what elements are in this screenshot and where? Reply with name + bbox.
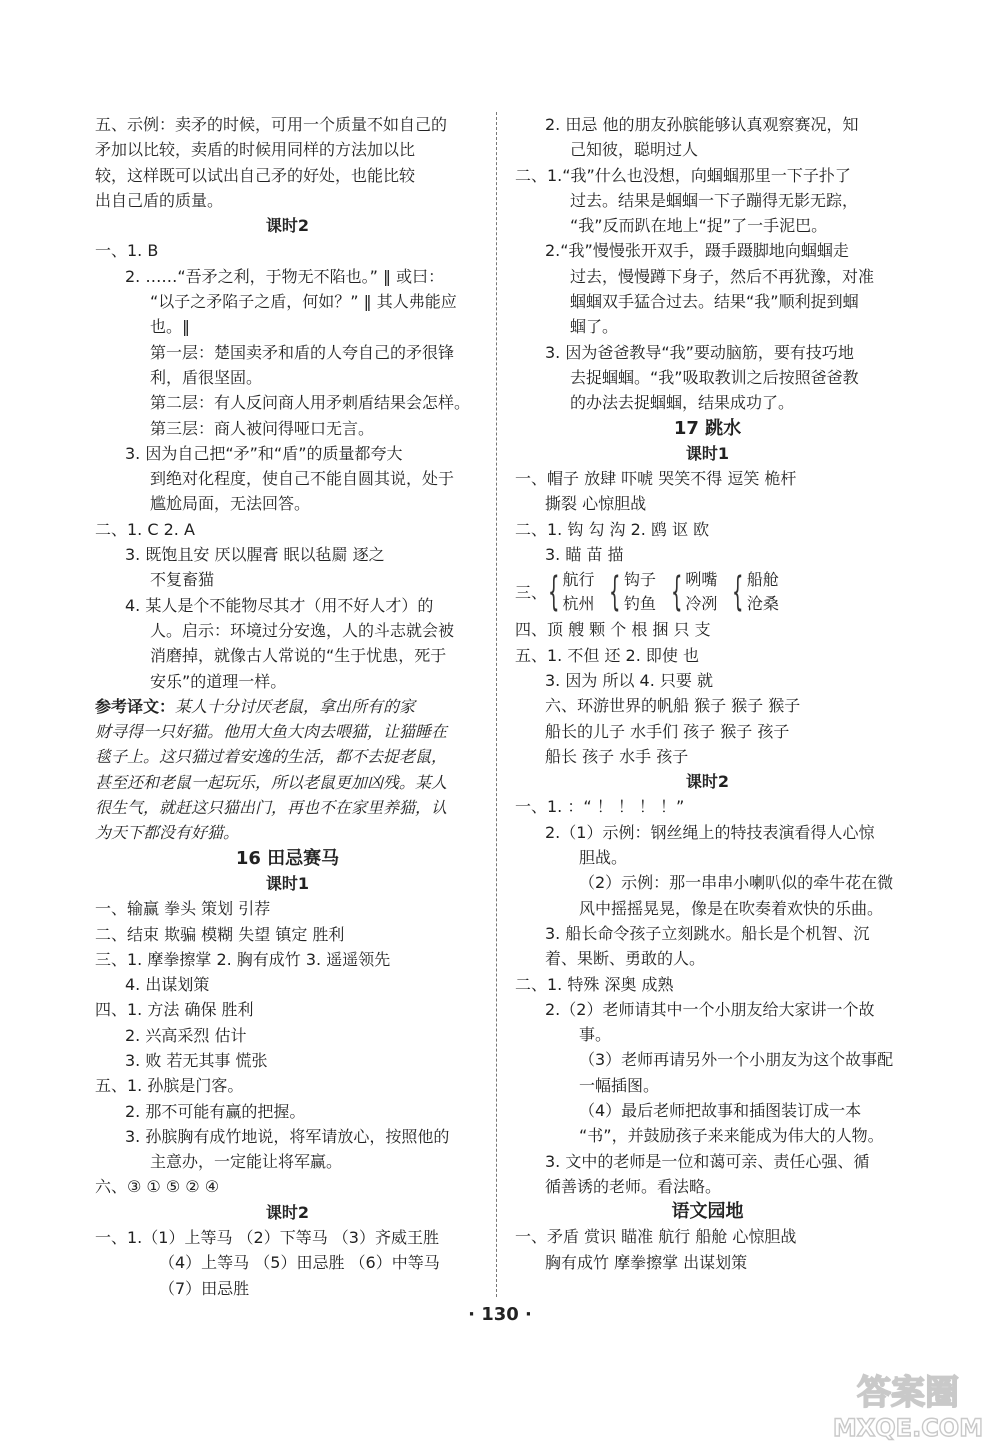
- answer-line: 蝈蝈双手猛合过去。结果“我”顺利捉到蝈: [570, 292, 859, 312]
- answer-line: 一、1. ：“ ！ ！ ！ ！”: [515, 797, 685, 817]
- answer-line: 己知彼，聪明过人: [570, 140, 699, 160]
- answer-line: 3. 败 若无其事 慌张: [125, 1050, 268, 1070]
- answer-line: 着、果断、勇敢的人。: [545, 949, 706, 969]
- answer-line: 五、1. 不但 还 2. 即使 也: [515, 645, 699, 665]
- answer-line: 胆战。: [579, 848, 628, 868]
- answer-line: 矛加以比较，卖盾的时候用同样的方法加以比: [95, 140, 416, 160]
- answer-line: 一、输赢 拳头 策划 引荐: [95, 899, 271, 919]
- answer-line: 一幅插图。: [579, 1075, 660, 1095]
- answer-line: 二、1. C 2. A: [95, 519, 195, 539]
- answer-line: 人。启示：环境过分安逸，人的斗志就会被: [150, 620, 455, 640]
- answer-line: 胸有成竹 摩拳擦掌 出谋划策: [545, 1252, 748, 1272]
- answer-line: 3. 瞄 苗 描: [545, 545, 624, 565]
- answer-line: 4. 某人是个不能物尽其才（用不好人才）的: [125, 595, 434, 615]
- answer-line: 去捉蝈蝈。“我”吸取教训之后按照爸爸教: [570, 367, 859, 387]
- answer-line: 3. 既饱且安 厌以腥膏 眠以毡罽 逐之: [125, 545, 385, 565]
- answer-line: 五、示例：卖矛的时候，可用一个质量不如自己的: [95, 115, 448, 134]
- answer-line: 安乐”的道理一样。: [150, 671, 287, 691]
- answer-line: 2. 兴高采烈 估计: [125, 1025, 247, 1045]
- reference-translation: [95, 694, 480, 719]
- word-pair-group: [608, 568, 655, 616]
- word-pair-group: [547, 568, 594, 616]
- answer-line: 出自己盾的质量。: [95, 190, 224, 210]
- reference-translation-text: 某人十分讨厌老鼠，拿出所有的家: [175, 696, 416, 716]
- answer-line: 2.（2）老师请其中一个小朋友给大家讲一个故: [545, 999, 875, 1019]
- answer-line: 3. 孙膑胸有成竹地说，将军请放心，按照他的: [125, 1126, 450, 1146]
- answer-line: 一、1.（1）上等马 （2）下等马 （3）齐威王胜: [95, 1228, 439, 1248]
- answer-line: 六、③ ① ⑤ ② ④: [95, 1177, 220, 1197]
- column-divider: [496, 112, 497, 1297]
- section-heading: 课时1: [265, 873, 310, 893]
- answer-line: 二、1. 钩 勾 沟 2. 鸥 讴 欧: [515, 519, 710, 539]
- answer-line: 四、1. 方法 确保 胜利: [95, 1000, 254, 1020]
- pair-word: 咧嘴: [685, 570, 718, 590]
- section-heading: 语文园地: [671, 1201, 744, 1223]
- answer-line: 毯子上。这只猫过着安逸的生活，都不去捉老鼠，: [95, 747, 448, 767]
- answer-line: 第三层：商人被问得哑口无言。: [150, 418, 375, 438]
- answer-line: 4. 出谋划策: [125, 975, 210, 995]
- answer-line: （7）田忌胜: [159, 1278, 250, 1298]
- answer-line: 二、1. 特殊 深奥 成熟: [515, 974, 674, 994]
- answer-line: 2. 那不可能有赢的把握。: [125, 1101, 306, 1121]
- answer-line: 尴尬局面，无法回答。: [150, 494, 311, 514]
- left-column: [95, 112, 480, 1301]
- answer-line: （4）上等马 （5）田忌胜 （6）中等马: [159, 1253, 440, 1273]
- section-heading: 课时2: [265, 216, 310, 236]
- brace-groups-row: [515, 567, 900, 617]
- answer-line: 二、结束 欺骗 模糊 失望 镇定 胜利: [95, 924, 345, 944]
- answer-line: 过去。结果是蝈蝈一下子蹦得无影无踪，: [570, 190, 859, 210]
- answer-line: 的办法去捉蝈蝈，结果成功了。: [570, 393, 795, 413]
- answer-line: 风中摇摇晃晃，像是在吹奏着欢快的乐曲。: [579, 898, 884, 918]
- answer-line: 循善诱的老师。看法略。: [545, 1176, 722, 1196]
- answer-line: 也。‖: [150, 317, 191, 337]
- answer-line: “我”反而趴在地上“捉”了一手泥巴。: [570, 216, 828, 236]
- answer-line: 利，盾很坚固。: [150, 367, 263, 387]
- answer-line: 为天下都没有好猫。: [95, 823, 240, 843]
- answer-line: 第二层：有人反问商人用矛刺盾结果会怎样。: [150, 393, 471, 413]
- pair-word: 钓鱼: [623, 594, 656, 614]
- answer-line: 甚至还和老鼠一起玩乐，所以老鼠更加凶残。某人: [95, 772, 448, 792]
- pair-word: 航行: [562, 570, 595, 590]
- brace-icon: {: [670, 569, 683, 616]
- answer-line: 3. 因为 所以 4. 只要 就: [545, 670, 713, 690]
- word-pair-group: [731, 568, 778, 616]
- answer-line: 3. 因为自己把“矛”和“盾”的质量都夸大: [125, 443, 403, 463]
- answer-line: 事。: [579, 1025, 612, 1045]
- answer-line: 3. 因为爸爸教导“我”要动脑筋，要有技巧地: [545, 342, 854, 362]
- brace-icon: {: [609, 569, 621, 616]
- answer-line: 一、矛盾 赏识 瞄准 航行 船舱 心惊胆战: [515, 1227, 797, 1247]
- right-column: [515, 112, 900, 1275]
- answer-line: 不复畜猫: [150, 570, 215, 590]
- answer-line: 主意办，一定能让将军赢。: [150, 1152, 343, 1172]
- answer-line: 三、1. 摩拳擦掌 2. 胸有成竹 3. 遥遥领先: [95, 949, 391, 969]
- pair-word: 杭州: [562, 594, 595, 614]
- watermark-bottom-text: MXQE.COM: [832, 1414, 984, 1442]
- word-pair-group: [670, 568, 717, 616]
- pair-word: 船舱: [746, 570, 779, 590]
- answer-line: 到绝对化程度，使自己不能自圆其说，处于: [150, 469, 455, 489]
- answer-line: （4）最后老师把故事和插图装订成一本: [579, 1100, 862, 1120]
- page-number: · 130 ·: [468, 1304, 532, 1325]
- answer-line: 过去，慢慢蹲下身子，然后不再犹豫，对准: [570, 266, 875, 286]
- answer-line: 很生气，就赶这只猫出门，再也不在家里养猫，认: [95, 798, 448, 818]
- pair-word: 钩子: [623, 570, 656, 590]
- answer-line: 撕裂 心惊胆战: [545, 494, 647, 514]
- answer-line: 六、环游世界的帆船 猴子 猴子 猴子: [545, 696, 801, 716]
- item-label: 三、: [515, 582, 548, 602]
- brace-icon: {: [732, 569, 744, 616]
- reference-translation-label: 参考译文：: [95, 696, 176, 716]
- brace-icon: {: [548, 569, 560, 616]
- answer-line: 财寻得一只好猫。他用大鱼大肉去喂猫，让猫睡在: [95, 722, 448, 742]
- answer-line: 五、1. 孙膑是门客。: [95, 1076, 244, 1096]
- answer-line: 一、1. B: [95, 241, 159, 261]
- section-heading: 课时2: [685, 772, 730, 792]
- answer-line: “书”，并鼓励孩子来来能成为伟大的人物。: [579, 1126, 884, 1146]
- answer-line: 一、帽子 放肆 吓唬 哭笑不得 逗笑 桅杆: [515, 469, 797, 489]
- answer-line: （2）示例：那一串串小喇叭似的牵牛花在微: [579, 873, 894, 893]
- answer-line: 2.（1）示例：钢丝绳上的特技表演看得人心惊: [545, 822, 875, 842]
- answer-line: 船长 孩子 水手 孩子: [545, 746, 689, 766]
- pair-word: 沧桑: [746, 594, 779, 614]
- pair-word: 冷冽: [685, 594, 718, 614]
- section-heading: 课时2: [265, 1202, 310, 1222]
- answer-line: 较，这样既可以试出自己矛的好处，也能比较: [95, 165, 416, 185]
- answer-line: 2.“我”慢慢张开双手，蹑手蹑脚地向蝈蝈走: [545, 241, 849, 261]
- answer-line: 2. ……“吾矛之利，于物无不陷也。” ‖ 或曰：: [125, 266, 445, 286]
- answer-line: 蝈了。: [570, 317, 619, 337]
- watermark-top-text: 答案圈: [857, 1373, 959, 1413]
- answer-line: 第一层：楚国卖矛和盾的人夸自己的矛很锋: [150, 342, 455, 362]
- answer-line: 3. 船长命令孩子立刻跳水。船长是个机智、沉: [545, 923, 870, 943]
- answer-line: 2. 田忌 他的朋友孙膑能够认真观察赛况，知: [545, 115, 859, 134]
- answer-line: 消磨掉，就像古人常说的“生于忧患，死于: [150, 646, 447, 666]
- section-heading: 16 田忌赛马: [235, 847, 340, 869]
- section-heading: 课时1: [685, 443, 730, 463]
- answer-line: 3. 文中的老师是一位和蔼可亲、责任心强、循: [545, 1151, 870, 1171]
- answer-line: 四、顶 艘 颗 个 根 捆 只 支: [515, 620, 711, 640]
- watermark-logo: [828, 1368, 988, 1444]
- answer-line: （3）老师再请另外一个小朋友为这个故事配: [579, 1050, 894, 1070]
- answer-line: 二、1.“我”什么也没想，向蝈蝈那里一下子扑了: [515, 165, 851, 185]
- answer-line: “以子之矛陷子之盾，何如？” ‖ 其人弗能应: [150, 292, 457, 312]
- answer-line: 船长的儿子 水手们 孩子 猴子 孩子: [545, 721, 790, 741]
- section-heading: 17 跳水: [673, 417, 742, 439]
